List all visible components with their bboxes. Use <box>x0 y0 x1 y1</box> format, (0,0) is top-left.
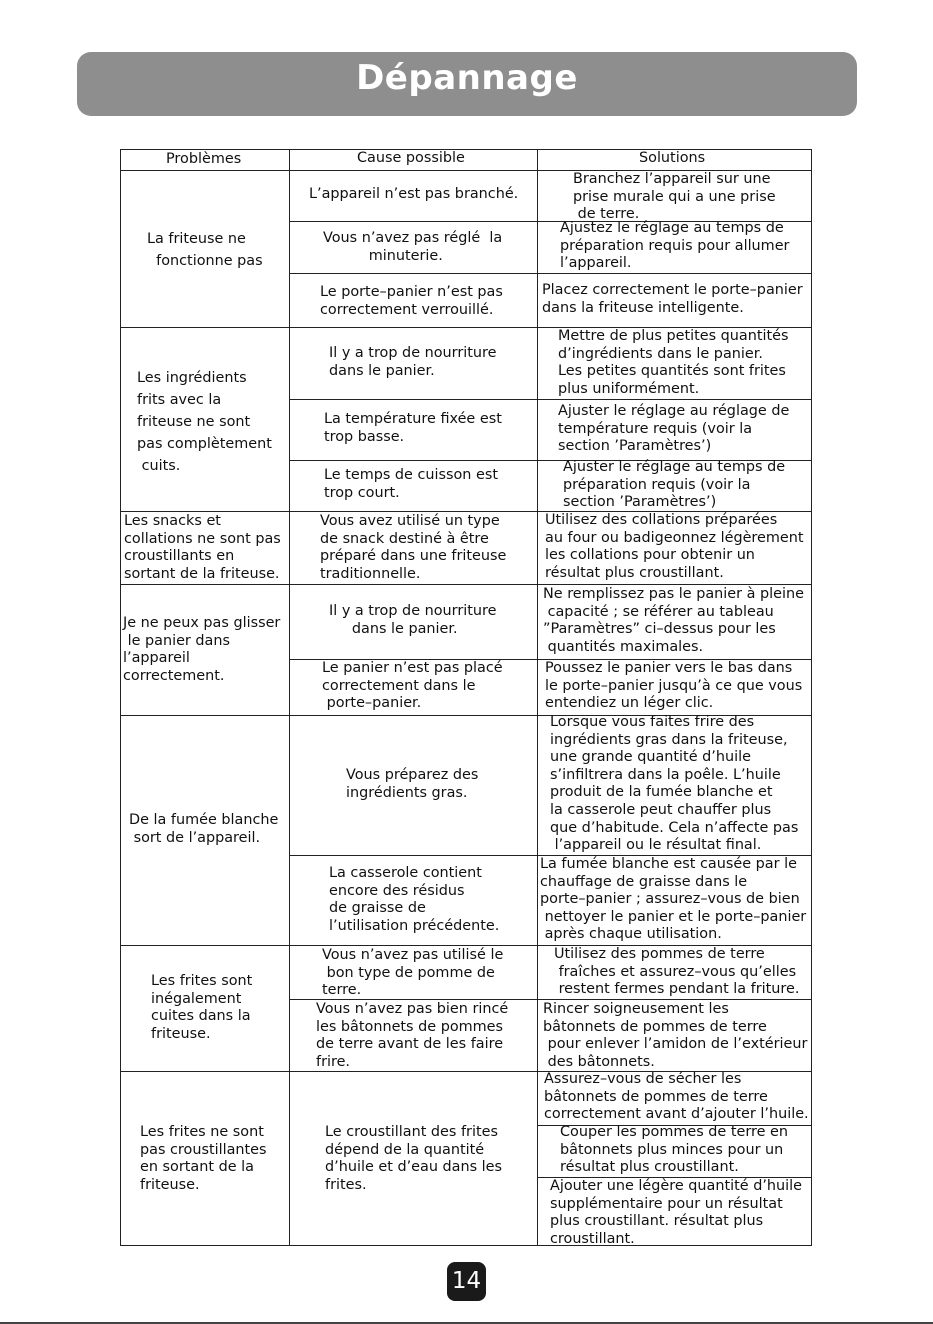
solution-cell: Ajouter une légère quantité d’huile supplémentaire pour un résultat plus croustillant. résultat plus croustillant. <box>550 1178 802 1247</box>
column-divider <box>537 149 538 1246</box>
solution-cell: Poussez le panier vers le bas dans le porte–panier jusqu’à ce que vous entendiez un léger clic. <box>545 660 803 712</box>
header-problems: Problèmes <box>166 151 242 167</box>
cause-cell: Le porte–panier n’est pas correctement verrouillé. <box>320 284 503 318</box>
solution-cell: Ajuster le réglage au réglage de température requis (voir la section ’Paramètres’) <box>558 403 790 455</box>
cause-cell: Vous préparez des ingrédients gras. <box>346 767 479 801</box>
problem-cell: La friteuse ne fonctionne pas <box>147 231 263 269</box>
problem-cell: Les snacks et collations ne sont pas croustillants en sortant de la friteuse. <box>124 513 281 582</box>
problem-cell: Les frites ne sont pas croustillantes en sortant de la friteuse. <box>140 1124 267 1193</box>
cause-cell: La casserole contient encore des résidus de graisse de l’utilisation précédente. <box>329 865 500 934</box>
page-title: Dépannage <box>356 58 578 98</box>
cause-cell: Vous avez utilisé un type de snack destiné à être préparé dans une friteuse traditionnelle. <box>320 513 507 582</box>
header-solutions: Solutions <box>639 150 706 166</box>
solution-cell: Mettre de plus petites quantités d’ingrédients dans le panier. Les petites quantités sont frites plus uniformément. <box>558 328 789 397</box>
solution-cell: La fumée blanche est causée par le chauffage de graisse dans le porte–panier ; assurez–vous de bien nettoyer le panier et le porte–panier après chaque utilisation. <box>540 856 807 943</box>
page-banner <box>77 52 857 116</box>
row-divider <box>289 273 812 274</box>
cause-cell: L’appareil n’est pas branché. <box>309 186 519 202</box>
problem-cell: Les frites sont inégalement cuites dans la friteuse. <box>151 973 253 1042</box>
header-causes: Cause possible <box>357 150 465 166</box>
cause-cell: Il y a trop de nourriture dans le panier. <box>329 603 497 637</box>
page-number: 14 <box>447 1262 486 1301</box>
solution-cell: Ajustez le réglage au temps de préparation requis pour allumer l’appareil. <box>560 220 790 272</box>
solution-cell: Assurez–vous de sécher les bâtonnets de pommes de terre correctement avant d’ajouter l’huile. <box>544 1071 809 1123</box>
row-divider <box>289 399 812 400</box>
solution-cell: Placez correctement le porte–panier dans la friteuse intelligente. <box>542 282 803 316</box>
cause-cell: Le panier n’est pas placé correctement dans le porte–panier. <box>322 660 503 712</box>
cause-cell: La température fixée est trop basse. <box>324 411 502 445</box>
solution-cell: Utilisez des pommes de terre fraîches et assurez–vous qu’elles restent fermes pendant la friture. <box>554 946 800 998</box>
solution-cell: Ne remplissez pas le panier à pleine capacité ; se référer au tableau ”Paramètres” ci–dessus pour les quantités maximales. <box>543 586 804 655</box>
cause-cell: Il y a trop de nourriture dans le panier. <box>329 345 497 379</box>
solution-cell: Branchez l’appareil sur une prise murale qui a une prise de terre. <box>573 171 776 223</box>
cause-cell: Vous n’avez pas utilisé le bon type de pomme de terre. <box>322 947 504 999</box>
solution-cell: Rincer soigneusement les bâtonnets de pommes de terre pour enlever l’amidon de l’extérieur des bâtonnets. <box>543 1001 808 1070</box>
solution-cell: Ajuster le réglage au temps de préparation requis (voir la section ’Paramètres’) <box>563 459 786 511</box>
solution-cell: Utilisez des collations préparées au four ou badigeonnez légèrement les collations pour obtenir un résultat plus croustillant. <box>545 512 804 581</box>
column-divider <box>289 149 290 1246</box>
problem-cell: Les ingrédients frits avec la friteuse ne sont pas complètement cuits. <box>137 370 272 474</box>
solution-cell: Couper les pommes de terre en bâtonnets plus minces pour un résultat plus croustillant. <box>560 1124 789 1176</box>
problem-cell: De la fumée blanche sort de l’appareil. <box>129 812 279 846</box>
cause-cell: Vous n’avez pas réglé la minuterie. <box>323 230 503 264</box>
problem-cell: Je ne peux pas glisser le panier dans l’appareil correctement. <box>123 615 281 684</box>
cause-cell: Vous n’avez pas bien rincé les bâtonnets de pommes de terre avant de les faire frire. <box>316 1001 509 1070</box>
solution-cell: Lorsque vous faites frire des ingrédients gras dans la friteuse, une grande quantité d’huile s’infiltrera dans la poêle. L’huile produit de la fumée blanche et la casserole peut chauffer plus que d’habitude. Cela n’affecte pas l’appareil ou le résultat final. <box>550 714 799 854</box>
cause-cell: Le temps de cuisson est trop court. <box>324 467 498 501</box>
cause-cell: Le croustillant des frites dépend de la quantité d’huile et d’eau dans les frites. <box>325 1124 503 1193</box>
